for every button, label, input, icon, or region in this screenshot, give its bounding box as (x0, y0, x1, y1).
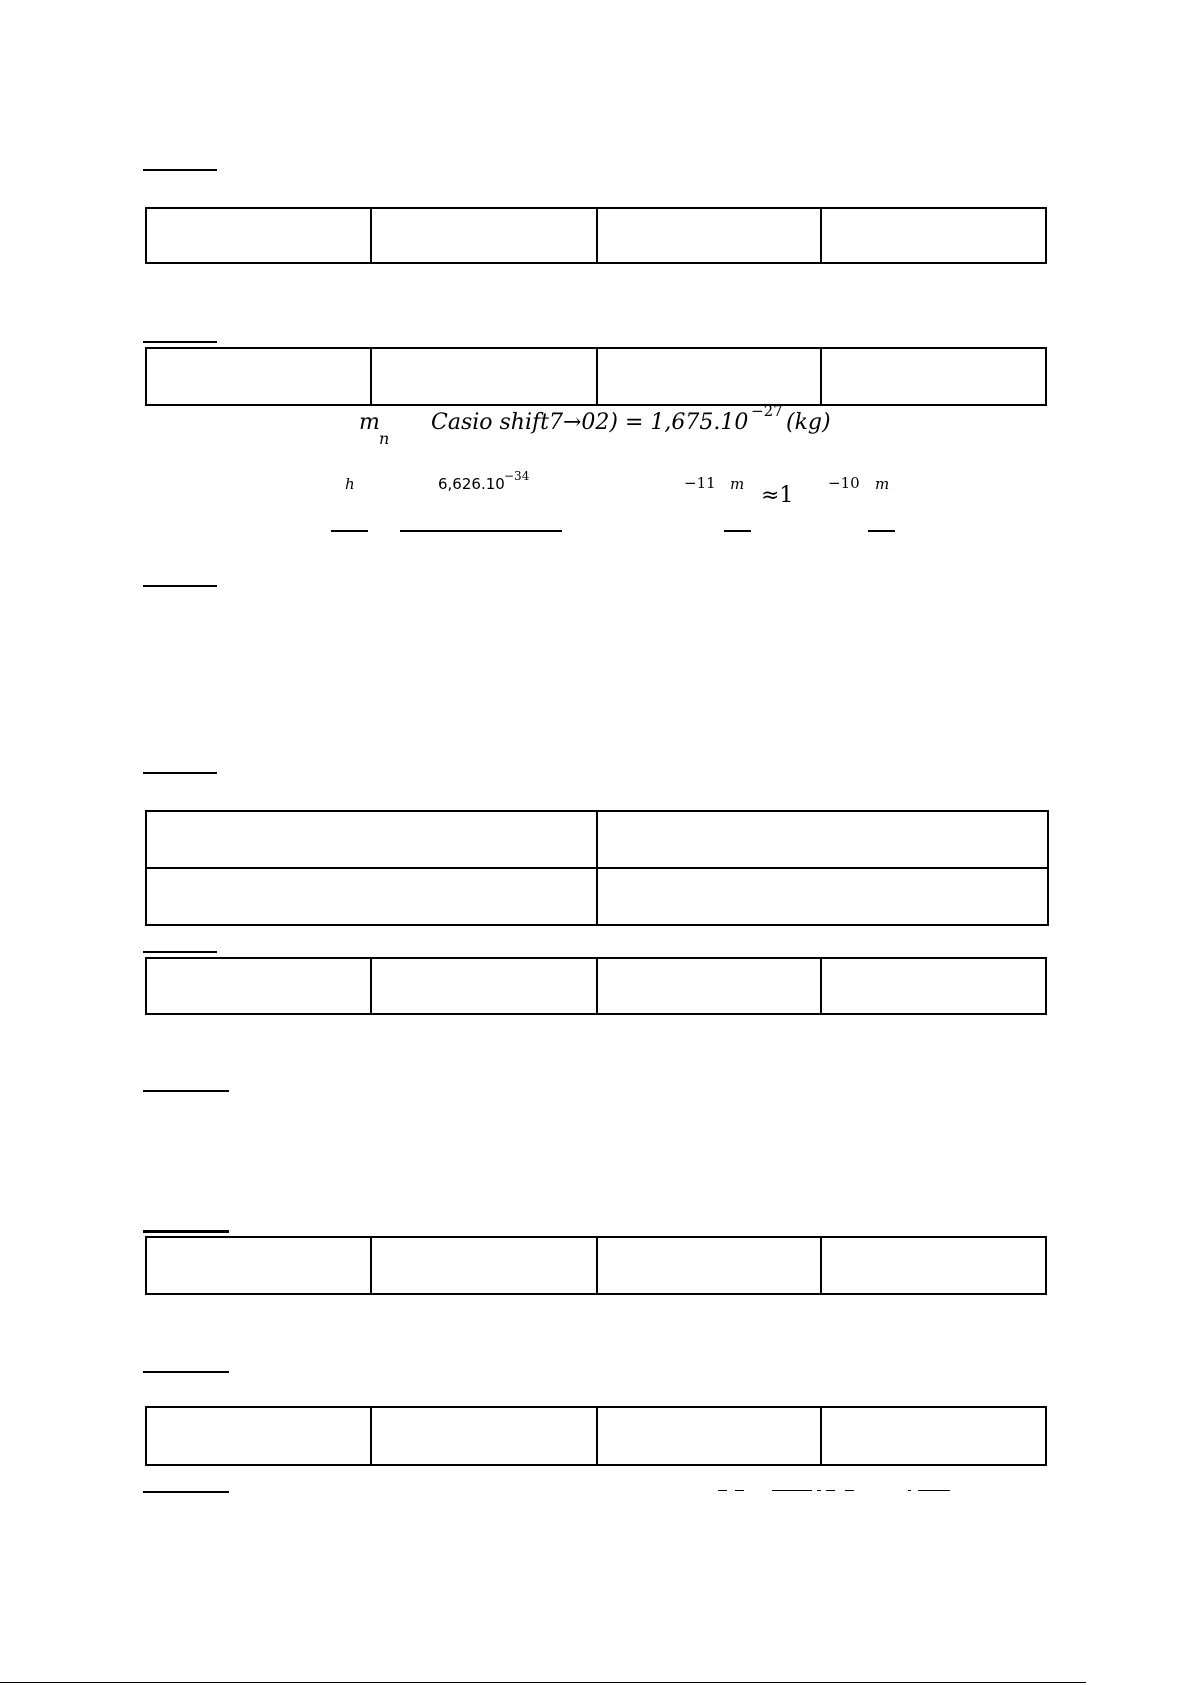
mass-exponent: −27 (751, 402, 783, 420)
heading-underline-7 (143, 1230, 229, 1233)
option-cell-b[interactable] (372, 1408, 598, 1464)
mass-subscript: n (379, 429, 390, 448)
heading-underline-5 (143, 951, 217, 953)
planck-constant-symbol: h (345, 475, 355, 493)
option-cell-c[interactable] (147, 869, 598, 924)
fraction-bar (331, 530, 368, 532)
option-cell-c[interactable] (598, 1238, 822, 1293)
option-cell-b[interactable] (372, 1238, 598, 1293)
options-table-4 (145, 1236, 1047, 1295)
planck-value (438, 475, 505, 493)
fraction-fragment (845, 1490, 854, 1491)
heading-underline-2 (143, 341, 217, 343)
fraction-bar (724, 530, 751, 532)
fraction-fragment (817, 1490, 821, 1491)
fraction-fragment (826, 1490, 835, 1491)
options-table-5 (145, 1406, 1047, 1466)
exponent-second: −10 (828, 474, 860, 492)
fraction-fragment (918, 1490, 950, 1491)
option-cell-b[interactable] (598, 812, 1047, 869)
mass-symbol: m (359, 410, 380, 435)
heading-underline-6 (143, 1090, 229, 1092)
option-cell-a[interactable] (147, 959, 372, 1013)
fraction-fragment (908, 1490, 911, 1491)
option-cell-b[interactable] (372, 209, 598, 262)
heading-underline-9 (143, 1491, 229, 1493)
unit-second: m (875, 475, 890, 493)
fraction-fragment (772, 1490, 812, 1491)
option-cell-a[interactable] (147, 812, 598, 869)
options-table-3 (145, 957, 1047, 1015)
heading-underline-8 (143, 1371, 229, 1373)
mass-unit: (kg) (786, 410, 831, 435)
fraction-fragment (718, 1490, 727, 1491)
option-cell-d[interactable] (822, 349, 1045, 404)
option-cell-b[interactable] (372, 959, 598, 1013)
option-cell-c[interactable] (598, 349, 822, 404)
fraction-fragment (735, 1490, 744, 1491)
options-table-2x2 (145, 810, 1049, 926)
option-cell-c[interactable] (598, 209, 822, 262)
options-table-2 (145, 347, 1047, 406)
fraction-bar (400, 530, 562, 532)
option-cell-d[interactable] (822, 209, 1045, 262)
option-cell-c[interactable] (598, 959, 822, 1013)
equation-neutron-mass (359, 410, 380, 435)
planck-exponent: −34 (504, 469, 530, 483)
option-cell-a[interactable] (147, 1238, 372, 1293)
heading-underline-4 (143, 772, 217, 774)
option-cell-a[interactable] (147, 349, 372, 404)
heading-underline-3 (143, 585, 217, 587)
heading-underline-1 (143, 169, 217, 171)
options-table-1 (145, 207, 1047, 264)
option-cell-d[interactable] (598, 869, 1047, 924)
option-cell-d[interactable] (822, 1408, 1045, 1464)
option-cell-d[interactable] (822, 1238, 1045, 1293)
mass-expression: Casio shift7→02) = 1,675.10 (431, 410, 749, 435)
option-cell-b[interactable] (372, 349, 598, 404)
option-cell-a[interactable] (147, 209, 372, 262)
approx-one: ≈1 (761, 483, 794, 508)
option-cell-a[interactable] (147, 1408, 372, 1464)
page-bottom-rule (0, 1682, 1086, 1683)
exponent-first: −11 (684, 474, 716, 492)
unit-first: m (730, 475, 745, 493)
option-cell-c[interactable] (598, 1408, 822, 1464)
planck-mantissa: 6,626.10 (438, 475, 505, 493)
option-cell-d[interactable] (822, 959, 1045, 1013)
fraction-bar (868, 530, 895, 532)
